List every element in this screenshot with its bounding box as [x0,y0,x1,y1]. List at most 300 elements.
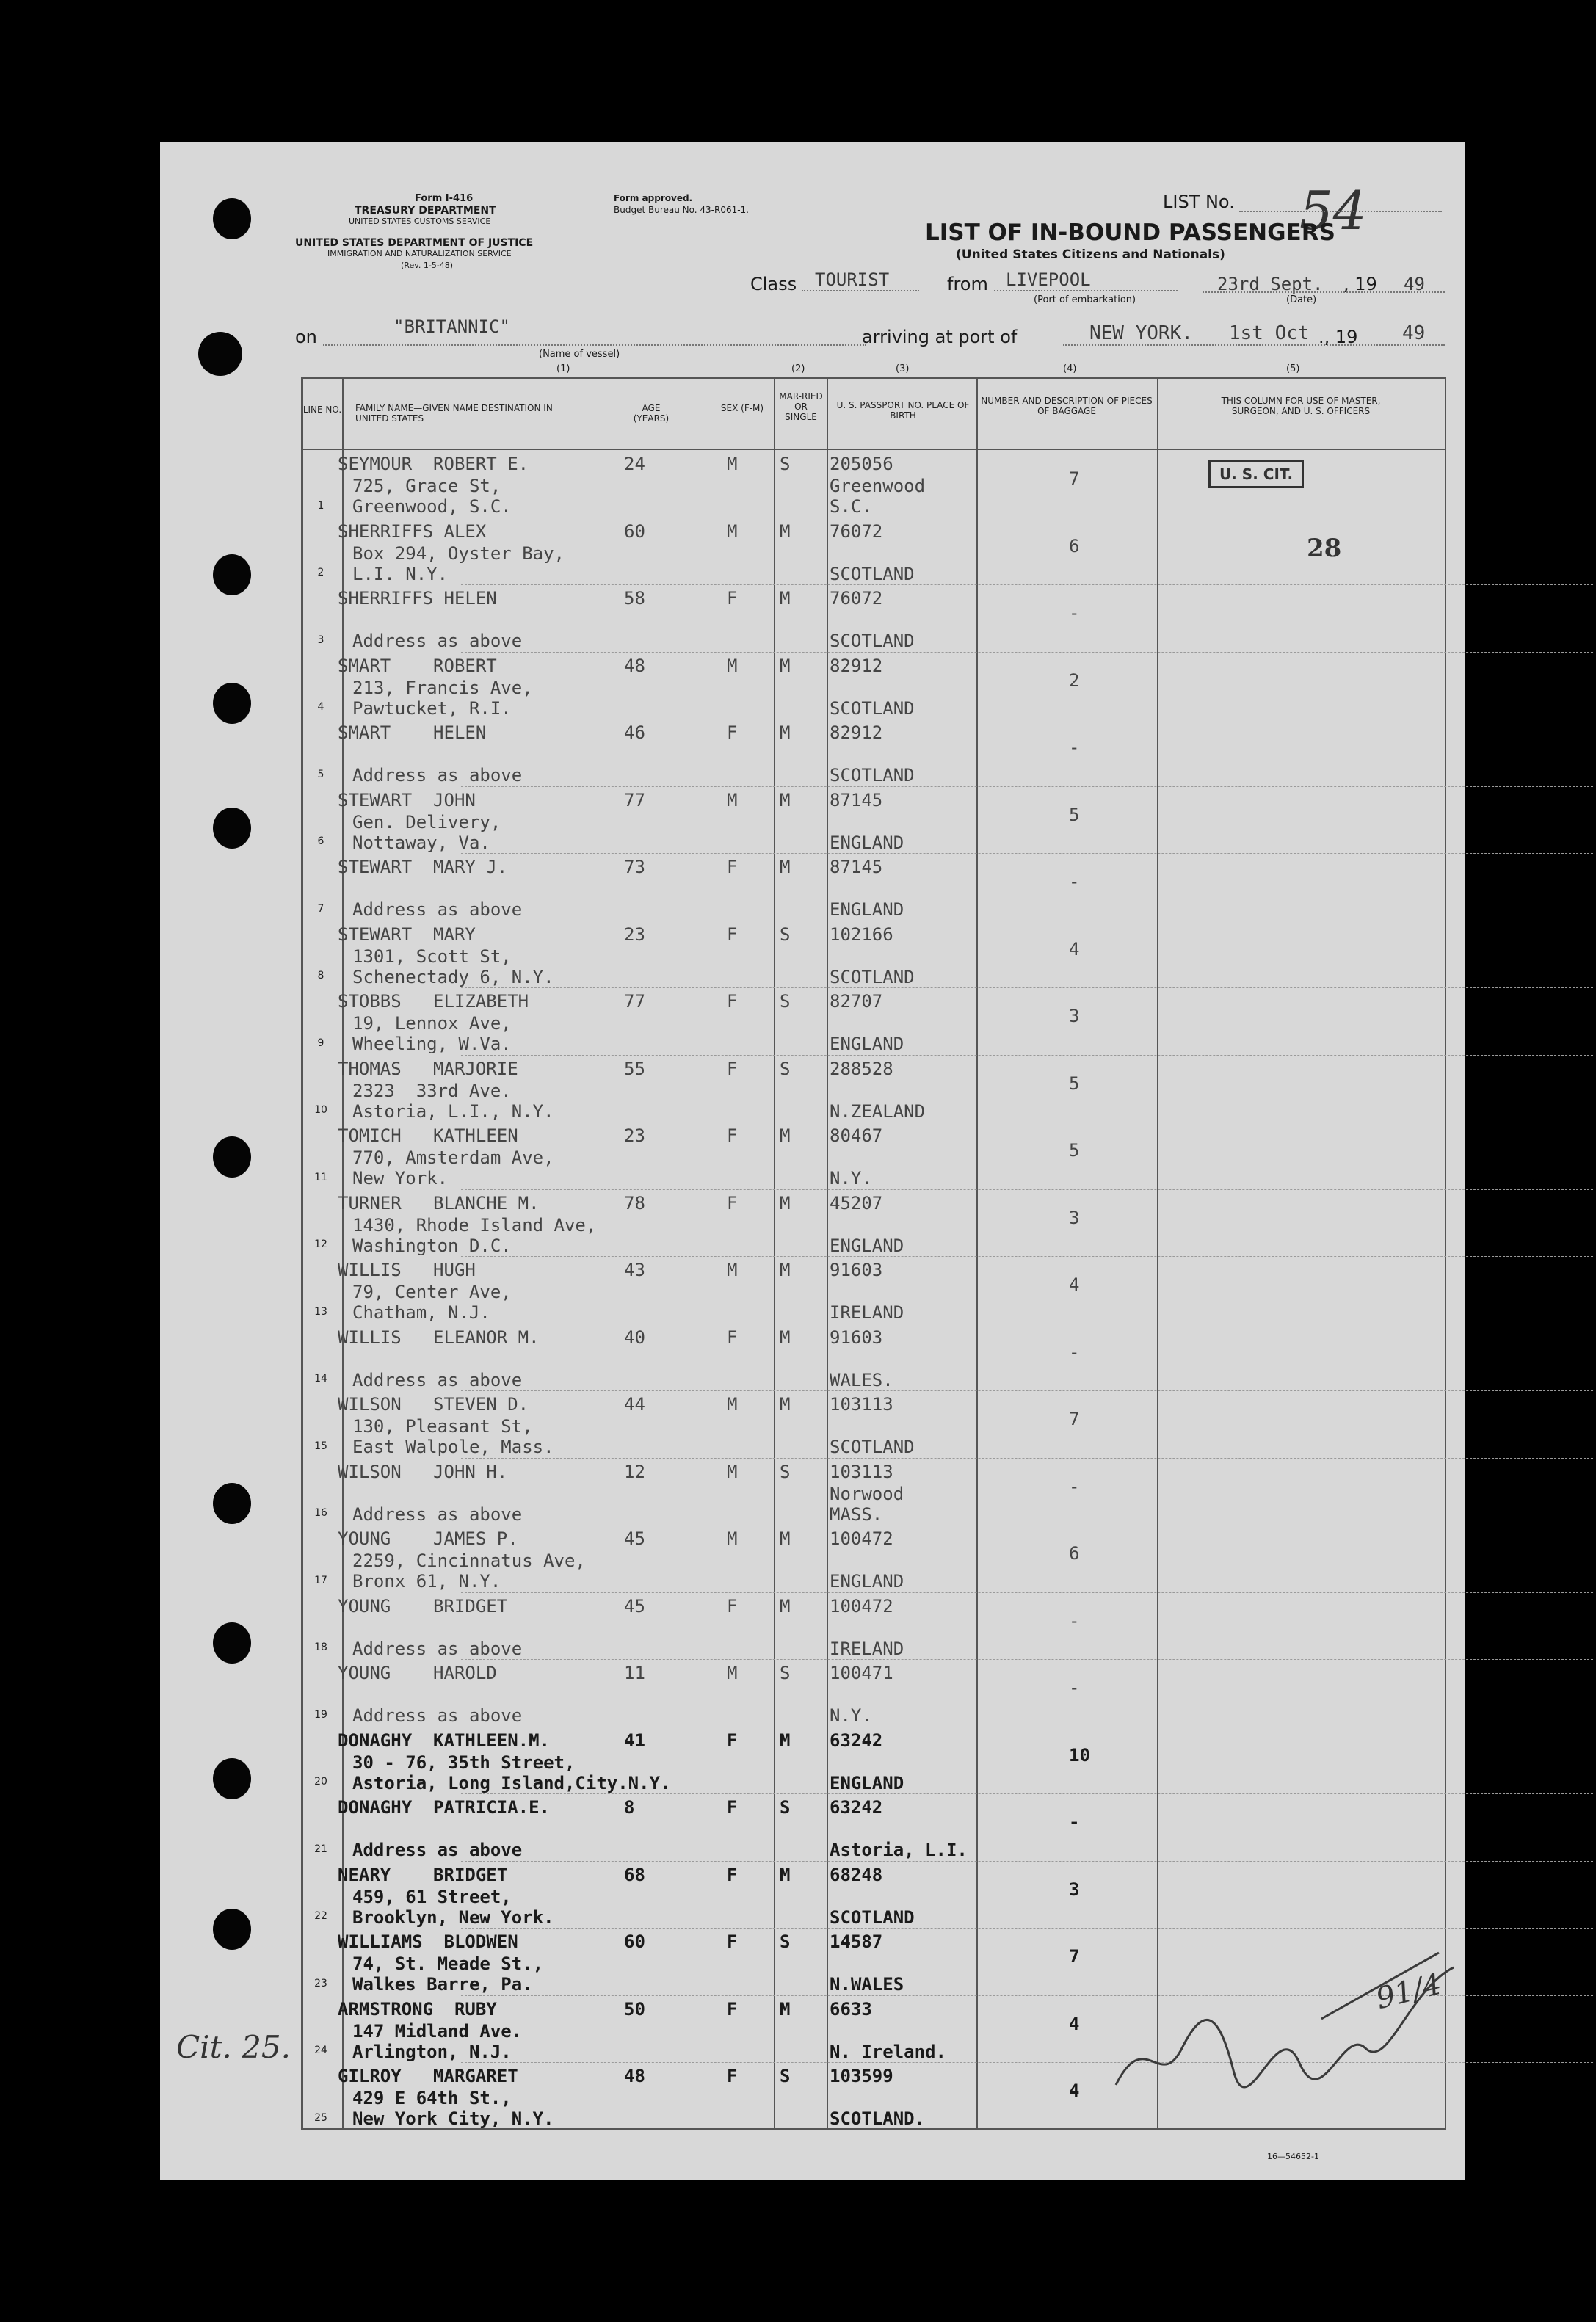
marital-status: S [780,1797,791,1818]
inspector-signature [1101,1923,1468,2114]
col-num-4: (4) [1063,363,1077,374]
marital-status: M [780,722,791,743]
header-married: MAR-RIED OR SINGLE [779,391,823,422]
margin-citizen-count: Cit. 25. [176,2029,291,2065]
row-divider [461,1256,1593,1257]
line-number: 14 [314,1373,327,1385]
baggage-count: 6 [1069,535,1080,556]
line-number: 8 [317,970,324,982]
form-number: Form I-416 [415,193,474,204]
address-line-1: 2259, Cincinnatus Ave, [352,1550,586,1571]
baggage-count: 7 [1069,468,1080,489]
manifest-page [160,142,1465,2180]
age: 46 [624,722,645,743]
date-rule [1203,291,1445,293]
name: WILSON JOHN H. [338,1461,508,1482]
marital-status: S [780,1931,791,1952]
baggage-count: 4 [1069,1274,1080,1295]
header-officers: THIS COLUMN FOR USE OF MASTER, SURGEON, AND U. S. OFFICERS [1221,396,1381,416]
line-number: 20 [314,1776,327,1788]
marital-status: M [780,1730,791,1751]
passport-number: 82707 [830,991,883,1012]
port-of-embarkation: LIVEPOOL [1006,269,1091,290]
table-row [301,987,1446,1055]
birthplace-line-2: N.ZEALAND [830,1100,926,1122]
line-number: 19 [314,1708,327,1721]
age: 40 [624,1327,645,1348]
arrival-port: NEW YORK. [1089,322,1193,344]
header-baggage: NUMBER AND DESCRIPTION OF PIECES OF BAGGAGE [981,396,1153,416]
address-line-2: Address as above [352,1638,523,1659]
marital-status: M [780,655,791,676]
date-caption: (Date) [1286,294,1317,305]
from-label: from [947,274,988,294]
table-row [301,921,1446,988]
header-line-no: LINE NO. [302,404,342,415]
sex: M [727,1528,738,1549]
table-row [301,1390,1446,1458]
line-number: 13 [314,1305,327,1318]
document-title: LIST OF IN-BOUND PASSENGERS [925,219,1335,246]
sex: F [727,1058,738,1079]
address-line-1: Box 294, Oyster Bay, [352,543,565,564]
name: NEARY BRIDGET [338,1864,508,1885]
birthplace-line-2: SCOTLAND [830,1437,915,1457]
age: 48 [624,2066,645,2086]
name: WILSON STEVEN D. [338,1394,529,1415]
baggage-count: - [1069,1341,1080,1363]
birthplace-line-2: SCOTLAND [830,697,915,719]
address-line-2: Pawtucket, R.I. [352,697,512,719]
treasury-dept: TREASURY DEPARTMENT [355,205,496,217]
birthplace-line-2: ENGLAND [830,1235,904,1256]
vessel-rule [323,344,866,346]
line-number: 17 [314,1574,327,1586]
row-divider [461,1189,1593,1190]
address-line-1: 74, St. Meade St., [352,1953,544,1974]
birthplace-line-2: SCOTLAND [830,1906,915,1928]
name: SHERRIFFS ALEX [338,520,487,542]
departure-year-prefix: , 19 [1343,274,1377,294]
passport-number: 100472 [830,1528,893,1549]
address-line-2: Astoria, Long Island,City.N.Y. [352,1772,671,1793]
address-line-2: Greenwood, S.C. [352,496,512,517]
line-number: 21 [314,1843,327,1855]
arriving-label: arriving at port of [862,327,1018,347]
birthplace-line-2: S.C. [830,496,872,517]
address-line-2: Walkes Barre, Pa. [352,1974,533,1995]
arrival-date: 1st Oct [1229,322,1310,344]
marital-status: S [780,454,791,474]
punch-hole [198,332,242,376]
row-divider [461,1861,1593,1862]
address-line-2: Washington D.C. [352,1235,512,1256]
sex: F [727,1797,738,1818]
baggage-count: 3 [1069,1006,1080,1026]
name: WILLIAMS BLODWEN [338,1931,518,1952]
table-row [301,1324,1446,1391]
age: 55 [624,1058,645,1079]
line-number: 15 [314,1440,327,1452]
punch-hole [213,1758,251,1799]
birthplace-line-2: SCOTLAND [830,631,915,651]
birthplace-line-2: N.WALES [830,1974,904,1995]
age: 77 [624,789,645,810]
arrival-year: 49 [1402,322,1426,344]
marital-status: M [780,588,791,609]
birthplace-line-2: ENGLAND [830,832,904,853]
punch-hole [213,198,251,239]
table-row [301,1659,1446,1727]
address-line-1: 429 E 64th St., [352,2088,512,2108]
passport-number: 63242 [830,1730,883,1751]
name: WILLIS ELEANOR M. [338,1327,540,1348]
row-divider [461,987,1593,988]
name: DONAGHY PATRICIA.E. [338,1797,550,1818]
form-approved: Form approved. [614,193,693,203]
birthplace-line-2: ENGLAND [830,1034,904,1054]
age: 45 [624,1528,645,1549]
name: YOUNG HAROLD [338,1663,497,1683]
sex: F [727,1192,738,1213]
col-num-2: (2) [791,363,805,374]
departure-year: 49 [1404,274,1425,294]
from-rule [994,290,1178,291]
baggage-count: 5 [1069,1073,1080,1094]
line-number: 5 [317,768,324,780]
embarkation-caption: (Port of embarkation) [1034,294,1136,305]
sex: F [727,2066,738,2086]
name: STEWART MARY [338,924,476,945]
departure-date: 23rd Sept. [1217,274,1324,294]
passport-number: 80467 [830,1125,883,1146]
passport-number: 100471 [830,1663,893,1683]
line-number: 24 [314,2045,327,2056]
table-row [301,786,1446,854]
baggage-count: 5 [1069,804,1080,825]
row-divider [461,652,1593,653]
age: 60 [624,520,645,542]
passport-number: 82912 [830,655,883,676]
count-mark: 28 [1307,534,1342,563]
name: STEWART MARY J. [338,857,508,877]
line-number: 23 [314,1977,327,1989]
marital-status: S [780,991,791,1012]
line-number: 3 [317,634,324,646]
address-line-2: Address as above [352,899,523,920]
address-line-2: Schenectady 6, N.Y. [352,966,554,987]
birthplace-line-2: SCOTLAND [830,563,915,584]
age: 23 [624,924,645,945]
name: WILLIS HUGH [338,1260,476,1280]
table-row [301,1256,1446,1324]
col-num-3: (3) [896,363,910,374]
baggage-count: 7 [1069,1409,1080,1429]
name: YOUNG BRIDGET [338,1595,508,1617]
age: 45 [624,1595,645,1617]
age: 41 [624,1730,645,1751]
table-row [301,1592,1446,1660]
on-label: on [295,327,317,347]
line-number: 25 [314,2111,327,2124]
name: SMART ROBERT [338,655,497,676]
marital-status: M [780,1998,791,2020]
line-number: 9 [317,1037,324,1049]
baggage-count: - [1069,737,1080,758]
sex: F [727,1864,738,1885]
birthplace-line-2: N.Y. [830,1168,872,1189]
address-line-1: 19, Lennox Ave, [352,1013,512,1034]
address-line-1: 1430, Rhode Island Ave, [352,1214,597,1236]
name: THOMAS MARJORIE [338,1058,518,1079]
line-number: 1 [317,499,324,512]
baggage-count: 4 [1069,2013,1080,2034]
birthplace-line-2: MASS. [830,1503,883,1525]
line-number: 12 [314,1238,327,1250]
name: SMART HELEN [338,722,487,743]
list-number-label: LIST No. [1163,192,1235,212]
sex: F [727,1125,738,1146]
baggage-count: 3 [1069,1207,1080,1228]
sex: M [727,454,738,474]
us-citizen-stamp: U. S. CIT. [1208,460,1304,488]
list-number-value: 54 [1299,180,1367,242]
address-line-2: Bronx 61, N.Y. [352,1571,501,1592]
punch-hole [213,1483,251,1524]
punch-hole [213,808,251,849]
marital-status: M [780,520,791,542]
passport-number: 103113 [830,1461,893,1482]
birthplace-line-2: SCOTLAND [830,966,915,987]
header-age: AGE (YEARS) [633,403,670,424]
birthplace-line-2: Astoria, L.I. [830,1840,968,1860]
address-line-2: New York. [352,1168,449,1189]
birthplace-line-2: IRELAND [830,1638,904,1659]
birthplace-line-2: SCOTLAND [830,765,915,786]
table-row [301,1525,1446,1592]
age: 23 [624,1125,645,1146]
passport-number: 205056 [830,454,893,474]
name: SEYMOUR ROBERT E. [338,454,529,474]
birthplace-line-2: IRELAND [830,1302,904,1323]
address-line-1: 213, Francis Ave, [352,677,533,698]
age: 12 [624,1461,645,1482]
row-divider [461,1458,1593,1459]
sex: F [727,1595,738,1617]
birthplace-line-2: SCOTLAND. [830,2108,926,2129]
row-divider [461,1793,1593,1794]
baggage-count: - [1069,1812,1080,1832]
table-row [301,853,1446,921]
marital-status: M [780,1260,791,1280]
age: 48 [624,655,645,676]
age: 8 [624,1797,635,1818]
passport-number: 82912 [830,722,883,743]
passport-number: 103599 [830,2066,893,2086]
baggage-count: 10 [1069,1744,1090,1766]
sex: M [727,1394,738,1415]
address-line-1: 30 - 76, 35th Street, [352,1752,576,1773]
passport-number: 45207 [830,1192,883,1213]
marital-status: M [780,1864,791,1885]
birthplace-line-2: N. Ireland. [830,2041,946,2062]
passport-number: 63242 [830,1797,883,1818]
table-row [301,518,1446,585]
table-row [301,1055,1446,1122]
sex: F [727,857,738,877]
address-line-2: East Walpole, Mass. [352,1437,554,1457]
sex: M [727,1663,738,1683]
line-number: 7 [317,902,324,915]
baggage-count: 5 [1069,1140,1080,1161]
baggage-count: 3 [1069,1879,1080,1900]
address-line-2: Wheeling, W.Va. [352,1034,512,1054]
age: 11 [624,1663,645,1683]
baggage-count: 7 [1069,1946,1080,1967]
baggage-count: - [1069,603,1080,623]
age: 43 [624,1260,645,1280]
address-line-2: Chatham, N.J. [352,1302,490,1323]
punch-hole [213,1136,251,1178]
revision: (Rev. 1-5-48) [401,261,454,270]
vessel-name: "BRITANNIC" [393,316,510,337]
address-line-1: 1301, Scott St, [352,946,512,967]
sex: F [727,588,738,609]
line-number: 4 [317,701,324,713]
name: STEWART JOHN [338,789,476,810]
age: 50 [624,1998,645,2020]
age: 24 [624,454,645,474]
marital-status: M [780,857,791,877]
table-row [301,652,1446,719]
line-number: 2 [317,567,324,578]
address-line-2: Address as above [352,1369,523,1390]
marital-status: M [780,1327,791,1348]
address-line-2: Address as above [352,1705,523,1726]
age: 58 [624,588,645,609]
address-line-1: 459, 61 Street, [352,1886,512,1907]
birthplace-line-2: ENGLAND [830,899,904,920]
baggage-count: - [1069,1610,1080,1631]
marital-status: S [780,1663,791,1683]
baggage-count: 4 [1069,938,1080,959]
age: 44 [624,1394,645,1415]
address-line-2: Brooklyn, New York. [352,1906,554,1928]
marital-status: M [780,1394,791,1415]
address-line-2: Address as above [352,1503,523,1525]
baggage-count: - [1069,1677,1080,1698]
age: 73 [624,857,645,877]
name: TURNER BLANCHE M. [338,1192,540,1213]
punch-hole [213,1909,251,1950]
table-row [301,1727,1446,1794]
ins-service: IMMIGRATION AND NATURALIZATION SERVICE [327,249,512,258]
age: 78 [624,1192,645,1213]
passport-number: 91603 [830,1327,883,1348]
marital-status: M [780,1192,791,1213]
passport-number: 68248 [830,1864,883,1885]
address-line-2: Nottaway, Va. [352,832,490,853]
arrival-rule [1063,344,1445,346]
name: SHERRIFFS HELEN [338,588,497,609]
table-top-rule [301,377,1446,379]
line-number: 16 [314,1507,327,1519]
punch-hole [213,683,251,724]
marital-status: M [780,1125,791,1146]
table-row [301,1189,1446,1257]
address-line-1: 2323 33rd Ave. [352,1080,512,1101]
passport-number: 103113 [830,1394,893,1415]
passport-number: 91603 [830,1260,883,1280]
inspector-initials: 91/4 [1372,1967,1446,2017]
baggage-count: 4 [1069,2080,1080,2101]
marital-status: S [780,1461,791,1482]
footer-code: 16—54652-1 [1267,2152,1319,2161]
row-divider [461,1055,1593,1056]
passport-number: 87145 [830,789,883,810]
age: 77 [624,991,645,1012]
table-row [301,1793,1446,1861]
class-value: TOURIST [815,269,890,290]
marital-status: S [780,1058,791,1079]
class-label: Class [750,274,797,294]
marital-status: S [780,2066,791,2086]
address-line-2: Address as above [352,765,523,786]
address-line-2: Address as above [352,631,523,651]
birthplace-line-1: Greenwood [830,476,926,496]
row-divider [461,786,1593,787]
marital-status: S [780,924,791,945]
marital-status: M [780,789,791,810]
table-row [301,719,1446,786]
sex: F [727,1931,738,1952]
line-number: 6 [317,835,324,847]
name: TOMICH KATHLEEN [338,1125,518,1146]
header-name: FAMILY NAME—GIVEN NAME DESTINATION IN UNITED STATES [355,403,553,424]
sex: F [727,1327,738,1348]
line-number: 10 [314,1104,327,1116]
address-line-2: Arlington, N.J. [352,2041,512,2062]
line-number: 22 [314,1910,327,1922]
sex: M [727,655,738,676]
passport-number: 14587 [830,1931,883,1952]
age: 68 [624,1864,645,1885]
justice-dept: UNITED STATES DEPARTMENT OF JUSTICE [295,237,534,249]
sex: M [727,789,738,810]
address-line-1: 147 Midland Ave. [352,2020,523,2042]
table-row [301,1122,1446,1189]
row-divider [461,1390,1593,1391]
address-line-1: 79, Center Ave, [352,1282,512,1302]
baggage-count: 6 [1069,1543,1080,1564]
col-num-1: (1) [556,363,570,374]
name: ARMSTRONG RUBY [338,1998,497,2020]
baggage-count: 2 [1069,670,1080,691]
marital-status: M [780,1595,791,1617]
customs-service: UNITED STATES CUSTOMS SERVICE [349,217,491,226]
name: DONAGHY KATHLEEN.M. [338,1730,550,1751]
birthplace-line-2: N.Y. [830,1705,872,1726]
name: YOUNG JAMES P. [338,1528,518,1549]
header-sex: SEX (F-M) [720,403,764,413]
name: GILROY MARGARET [338,2066,518,2086]
address-line-1: 130, Pleasant St, [352,1416,533,1437]
table-row [301,584,1446,652]
class-rule [802,290,919,291]
address-line-1: Gen. Delivery, [352,811,501,832]
row-divider [461,584,1593,585]
address-line-2: New York City, N.Y. [352,2108,554,2129]
